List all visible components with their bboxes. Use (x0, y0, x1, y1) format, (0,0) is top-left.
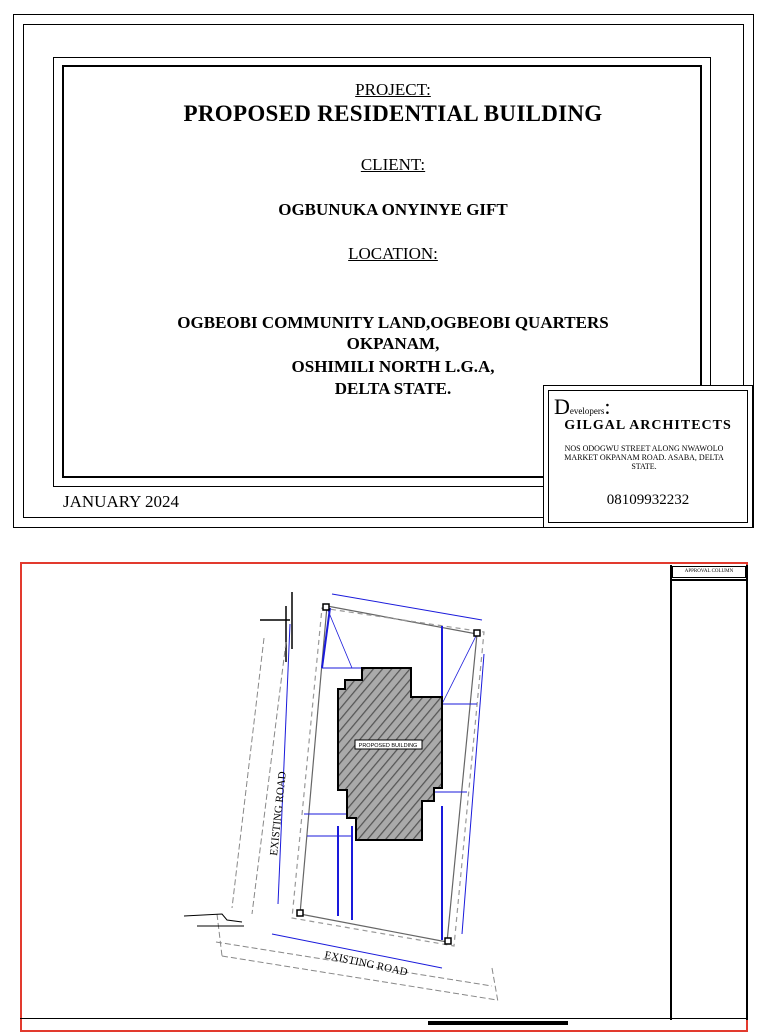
developer-address: NOS ODOGWU STREET ALONG NWAWOLO MARKET OKPANAM ROAD. ASABA, DELTA STATE. (564, 444, 724, 471)
location-label: LOCATION: (348, 244, 438, 263)
developer-label-initial: D (554, 394, 570, 419)
developer-label (554, 394, 611, 420)
client-label: CLIENT: (360, 155, 426, 174)
location-line: OSHIMILI NORTH L.G.A, (291, 357, 495, 376)
project-label: PROJECT: (355, 80, 431, 99)
developer-label-colon: : (604, 394, 611, 419)
approval-column (670, 565, 748, 1020)
client-name: OGBUNUKA ONYINYE GIFT (278, 200, 508, 219)
proposed-building (338, 668, 442, 840)
developer-box (543, 385, 753, 528)
site-plan-frame (20, 562, 748, 1032)
building-label: PROPOSED BUILDING (358, 743, 418, 749)
bottom-road-label: EXISTING ROAD (323, 949, 409, 979)
developer-label-rest: evelopers (569, 406, 605, 416)
left-road-label: EXISTING ROAD (268, 770, 289, 857)
drawing-date: JANUARY 2024 (63, 492, 180, 511)
site-plan-drawing (22, 564, 750, 1034)
location-line: OKPANAM, (346, 334, 440, 353)
approval-column-rule (672, 579, 746, 581)
location-line: DELTA STATE. (334, 379, 452, 398)
developer-name: GILGAL ARCHITECTS (564, 418, 732, 433)
project-title: PROPOSED RESIDENTIAL BUILDING (183, 101, 603, 126)
title-block-bar (428, 1021, 568, 1025)
location-line: OGBEOBI COMMUNITY LAND,OGBEOBI QUARTERS (177, 313, 609, 332)
approval-column-heading: APPROVAL COLUMN (672, 566, 746, 578)
road-break-mark (184, 914, 242, 922)
corner-marks (260, 592, 292, 662)
developer-phone: 08109932232 (606, 492, 690, 508)
